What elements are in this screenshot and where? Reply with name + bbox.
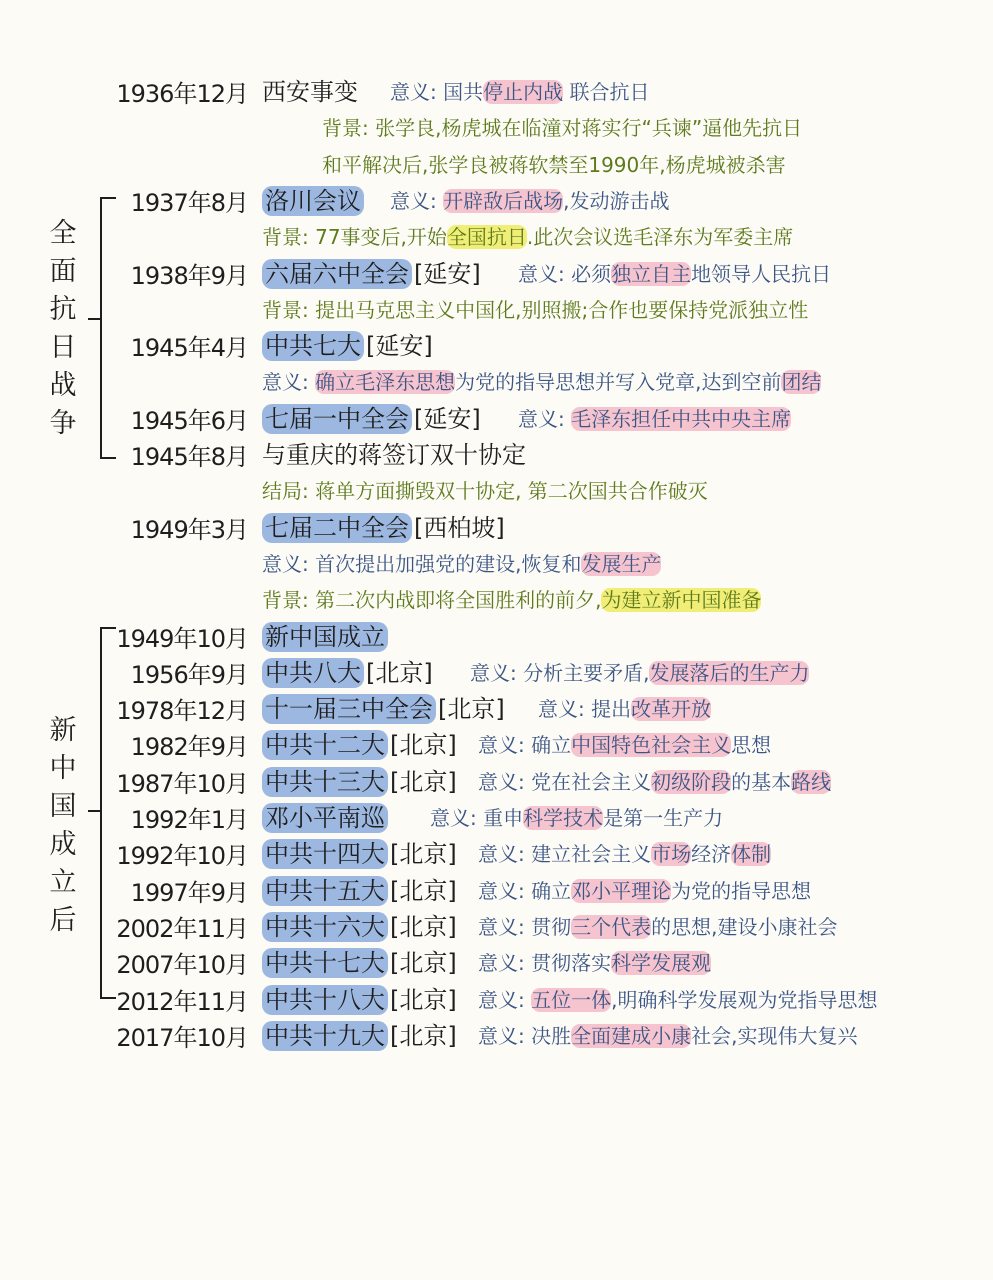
event-location: [北京] xyxy=(438,695,505,724)
note-text: 意义: 确立 xyxy=(478,733,572,758)
event-location: [延安] xyxy=(414,259,481,288)
note-text: .此次会议选毛泽东为军委主席 xyxy=(526,225,794,250)
event-date: 2007年10月 xyxy=(116,951,248,980)
event-location: [北京] xyxy=(390,949,457,978)
note-text: 的基本 xyxy=(731,769,792,794)
event-name: 中共十五大 xyxy=(262,876,388,906)
event-location: [西柏坡] xyxy=(414,513,505,542)
timeline-row xyxy=(0,181,993,215)
note-text: 意义: 贯彻落实 xyxy=(478,951,612,976)
note-text: 意义: xyxy=(478,987,532,1012)
timeline-row xyxy=(0,217,993,251)
event-name-wrap xyxy=(262,653,433,688)
highlight-pink: 团结 xyxy=(781,370,822,395)
event-name-wrap xyxy=(262,399,481,434)
section-title-war-of-resistance: 全面抗日战争 xyxy=(49,218,77,439)
highlight-pink: 中国特色社会主义 xyxy=(571,733,732,758)
note-text: 意义: 国共 xyxy=(390,80,484,104)
timeline-row xyxy=(0,762,993,796)
event-location: [北京] xyxy=(366,658,433,687)
highlight-pink: 毛泽东担任中共中央主席 xyxy=(571,406,792,431)
event-name-wrap xyxy=(262,181,364,216)
highlight-pink: 全面建成小康 xyxy=(571,1023,692,1048)
meaning-note xyxy=(478,729,771,758)
highlight-pink: 邓小平理论 xyxy=(571,878,672,903)
event-name: 中共十三大 xyxy=(262,767,388,797)
highlight-yellow: 全国抗日 xyxy=(446,225,527,250)
event-date: 1949年3月 xyxy=(130,515,248,544)
event-location: [北京] xyxy=(390,767,457,796)
timeline-row xyxy=(0,362,993,396)
highlight-pink: 停止内战 xyxy=(483,80,564,104)
event-date: 2017年10月 xyxy=(116,1023,248,1052)
note-text: 地领导人民抗日 xyxy=(691,261,832,286)
event-location: [延安] xyxy=(414,404,481,433)
event-date: 1938年9月 xyxy=(130,261,248,290)
event-name: 七届二中全会 xyxy=(262,513,412,543)
note-text: 意义: 必须 xyxy=(518,261,612,286)
meaning-note xyxy=(390,185,669,214)
highlight-pink: 开辟敌后战场 xyxy=(443,188,564,213)
timeline-row xyxy=(0,725,993,762)
meaning-note xyxy=(518,403,791,432)
timeline-row xyxy=(0,290,993,324)
note-text: 背景: 第二次内战即将全国胜利的前夕, xyxy=(262,588,602,613)
meaning-note xyxy=(478,766,831,795)
event-name: 中共十七大 xyxy=(262,948,388,978)
timeline-row xyxy=(0,326,993,363)
meaning-note xyxy=(262,366,821,395)
event-name: 十一届三中全会 xyxy=(262,694,436,724)
note-text: 意义: 分析主要矛盾, xyxy=(470,660,650,685)
event-date: 2002年11月 xyxy=(116,914,248,943)
highlight-pink: 改革开放 xyxy=(631,697,712,722)
background-note xyxy=(322,149,786,178)
event-name: 中共十六大 xyxy=(262,912,388,942)
background-note xyxy=(262,294,808,323)
note-text: 意义: 决胜 xyxy=(478,1023,572,1048)
event-date: 1987年10月 xyxy=(116,769,248,798)
note-text: 意义: xyxy=(390,188,444,213)
note-text: 是第一生产力 xyxy=(603,806,724,830)
meaning-note xyxy=(478,1020,857,1049)
note-text: 背景: 提出马克思主义中国化,别照搬;合作也要保持党派独立性 xyxy=(262,297,809,322)
event-location: [北京] xyxy=(390,840,457,869)
event-name: 中共十八大 xyxy=(262,985,388,1015)
event-name-wrap xyxy=(262,689,505,724)
event-date: 1992年1月 xyxy=(130,806,248,834)
background-note xyxy=(262,584,761,613)
event-name-wrap xyxy=(262,326,433,361)
timeline-row xyxy=(0,617,993,651)
event-date: 1992年10月 xyxy=(116,842,248,871)
timeline-row xyxy=(0,544,993,578)
note-text: 经济 xyxy=(691,842,732,867)
highlight-pink: 初级阶段 xyxy=(651,769,732,794)
event-location: [北京] xyxy=(390,731,457,760)
highlight-pink: 确立毛泽东思想 xyxy=(315,370,456,395)
event-location: [北京] xyxy=(390,985,457,1014)
event-name: 与重庆的蒋签订双十协定 xyxy=(262,441,526,469)
event-name-wrap xyxy=(262,1016,457,1051)
timeline-row xyxy=(0,798,993,832)
event-name-wrap xyxy=(262,617,388,652)
section-title-after-founding: 新中国成立后 xyxy=(49,715,77,936)
highlight-pink: 独立自主 xyxy=(611,261,692,286)
timeline-row xyxy=(0,435,993,469)
timeline-row xyxy=(0,508,993,542)
event-date: 1945年8月 xyxy=(130,443,248,471)
event-date: 1936年12月 xyxy=(116,80,248,108)
event-location: [延安] xyxy=(366,332,433,361)
highlight-yellow: 为建立新中国准备 xyxy=(601,588,762,613)
note-text: 意义: xyxy=(518,406,572,431)
highlight-pink: 体制 xyxy=(731,842,772,867)
highlight-pink: 路线 xyxy=(791,769,832,794)
event-name-wrap xyxy=(262,834,457,869)
note-text: 意义: 重申 xyxy=(430,806,524,830)
note-text: 意义: 首次提出加强党的建设,恢复和 xyxy=(262,551,582,576)
note-text: 的思想,建设小康社会 xyxy=(651,914,838,939)
meaning-note xyxy=(478,947,711,976)
highlight-pink: 科学发展观 xyxy=(611,951,712,976)
event-date: 1982年9月 xyxy=(130,733,248,762)
highlight-pink: 三个代表 xyxy=(571,914,652,939)
timeline-row xyxy=(0,689,993,726)
note-text: ,明确科学发展观为党指导思想 xyxy=(611,987,878,1012)
event-name: 洛川会议 xyxy=(262,186,364,216)
event-date: 2012年11月 xyxy=(116,987,248,1016)
event-name: 中共十二大 xyxy=(262,730,388,760)
event-date: 1949年10月 xyxy=(116,624,248,653)
note-text: 为党的指导思想 xyxy=(671,878,812,903)
note-text: ,发动游击战 xyxy=(563,188,670,213)
note-text: 意义: 确立 xyxy=(478,878,572,903)
timeline-row xyxy=(0,108,993,142)
timeline-row xyxy=(0,145,993,179)
event-name: 中共七大 xyxy=(262,331,364,361)
note-text: 思想 xyxy=(731,733,772,758)
note-text: 背景: 77事变后,开始 xyxy=(262,225,447,250)
note-text: 意义: 党在社会主义 xyxy=(478,769,652,794)
meaning-note xyxy=(518,258,831,287)
timeline-row xyxy=(0,580,993,614)
meaning-note xyxy=(262,548,661,577)
meaning-note xyxy=(478,911,837,940)
event-location: [北京] xyxy=(390,912,457,941)
note-text: 意义: 建立社会主义 xyxy=(478,842,652,867)
note-text: 社会,实现伟大复兴 xyxy=(691,1023,858,1048)
highlight-pink: 发展生产 xyxy=(581,551,662,576)
event-name: 西安事变 xyxy=(262,78,358,106)
event-name-wrap xyxy=(262,72,358,107)
highlight-pink: 科学技术 xyxy=(523,806,604,830)
event-name-wrap xyxy=(262,254,481,289)
meaning-note xyxy=(478,838,771,867)
background-note xyxy=(262,221,793,250)
event-date: 1945年4月 xyxy=(130,334,248,363)
event-name: 六届六中全会 xyxy=(262,259,412,289)
timeline-row xyxy=(0,907,993,941)
note-text: 为党的指导思想并写入党章,达到空前 xyxy=(455,370,782,395)
timeline-row xyxy=(0,72,993,106)
event-date: 1956年9月 xyxy=(130,660,248,689)
event-name-wrap xyxy=(262,907,457,942)
highlight-pink: 五位一体 xyxy=(531,987,612,1012)
note-text: 联合抗日 xyxy=(563,80,650,104)
event-name-wrap xyxy=(262,980,457,1015)
event-date: 1937年8月 xyxy=(130,188,248,217)
event-name-wrap xyxy=(262,508,505,543)
event-name-wrap xyxy=(262,762,457,797)
event-name-wrap xyxy=(262,871,457,906)
highlight-pink: 发展落后的生产力 xyxy=(649,660,810,685)
timeline-row xyxy=(0,471,993,505)
event-name-wrap xyxy=(262,943,457,978)
event-location: [北京] xyxy=(390,1021,457,1050)
event-name: 邓小平南巡 xyxy=(262,803,388,833)
event-name: 七届一中全会 xyxy=(262,404,412,434)
meaning-note xyxy=(430,802,723,831)
event-name: 中共十四大 xyxy=(262,839,388,869)
meaning-note xyxy=(478,984,877,1013)
note-text: 意义: 提出 xyxy=(538,697,632,722)
event-name: 中共十九大 xyxy=(262,1021,388,1051)
timeline-row xyxy=(0,871,993,905)
highlight-pink: 市场 xyxy=(651,842,692,867)
note-text: 结局: 蒋单方面撕毁双十协定, 第二次国共合作破灭 xyxy=(262,479,708,504)
meaning-note xyxy=(478,875,811,904)
timeline-row xyxy=(0,399,993,433)
timeline-row xyxy=(0,1016,993,1050)
meaning-note xyxy=(470,657,809,686)
note-text: 意义: 贯彻 xyxy=(478,914,572,939)
note-text: 背景: 张学良,杨虎城在临潼对蒋实行“兵谏”逼他先抗日 xyxy=(322,116,803,141)
event-name-wrap xyxy=(262,798,388,833)
event-date: 1997年9月 xyxy=(130,878,248,907)
meaning-note xyxy=(538,693,711,722)
event-name-wrap xyxy=(262,725,457,760)
event-date: 1978年12月 xyxy=(116,697,248,726)
timeline-row xyxy=(0,834,993,871)
event-name: 新中国成立 xyxy=(262,622,388,652)
timeline-row xyxy=(0,943,993,980)
note-text: 和平解决后,张学良被蒋软禁至1990年,杨虎城被杀害 xyxy=(322,152,786,177)
event-name-wrap xyxy=(262,435,526,470)
background-note xyxy=(262,475,708,504)
timeline-row xyxy=(0,653,993,687)
note-text: 意义: xyxy=(262,370,316,395)
meaning-note xyxy=(390,76,649,105)
event-name: 中共八大 xyxy=(262,658,364,688)
timeline-row xyxy=(0,254,993,288)
timeline-row xyxy=(0,980,993,1014)
background-note xyxy=(322,112,802,141)
event-location: [北京] xyxy=(390,876,457,905)
event-date: 1945年6月 xyxy=(130,406,248,435)
